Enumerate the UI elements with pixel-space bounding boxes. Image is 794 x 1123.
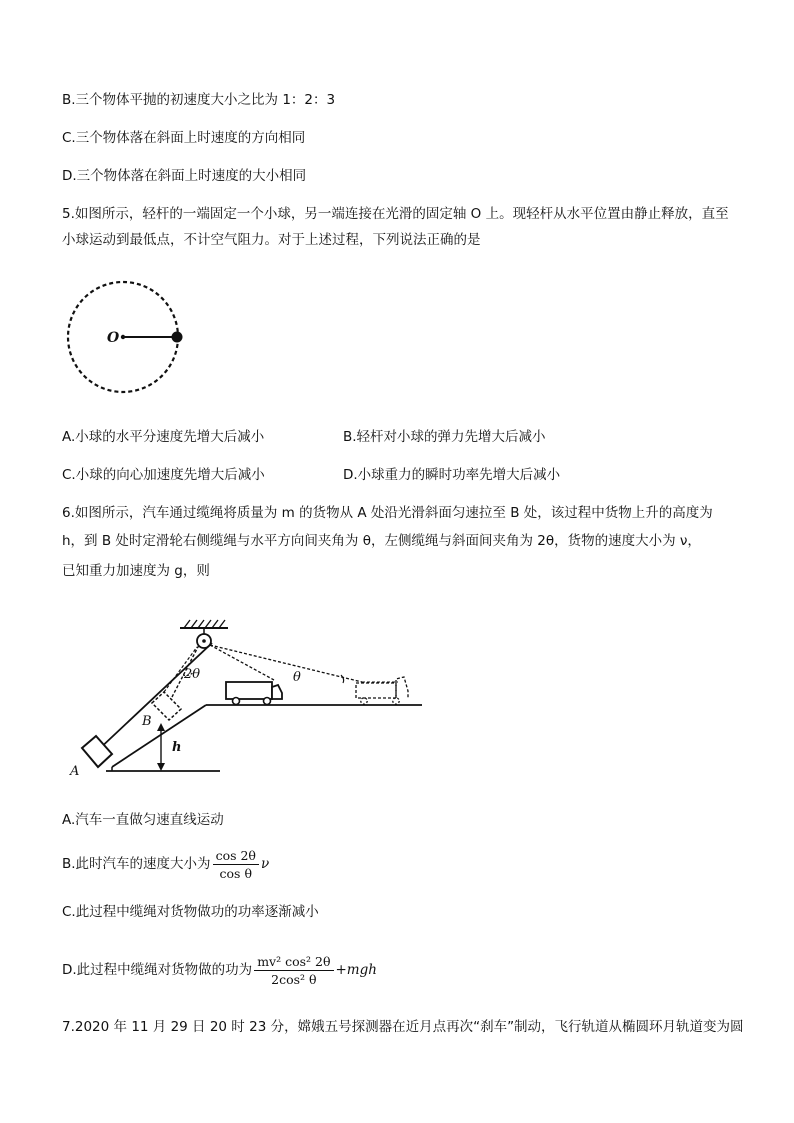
q6-option-a: A.汽车一直做匀速直线运动 — [62, 812, 224, 828]
fraction-denominator: 2cos² θ — [271, 971, 317, 987]
q6-option-d-suffix: +mgh — [335, 962, 377, 978]
q5-option-c: C.小球的向心加速度先增大后减小 — [62, 467, 265, 483]
q5-option-d: D.小球重力的瞬时功率先增大后减小 — [343, 467, 561, 483]
fraction-numerator: cos 2θ — [213, 847, 259, 865]
truck-dashed — [356, 677, 408, 698]
option-b: B.三个物体平抛的初速度大小之比为 1：2：3 — [62, 92, 336, 108]
label-2theta: 2θ — [184, 667, 201, 682]
q6-option-c: C.此过程中缆绳对货物做功的功率逐渐减小 — [62, 904, 319, 920]
q6-option-d — [62, 950, 377, 990]
q6-option-b-prefix: B.此时汽车的速度大小为 — [62, 856, 211, 872]
q6-stem-line2: h，到 B 处时定滑轮右侧缆绳与水平方向间夹角为 θ，左侧缆绳与斜面间夹角为 2θ，货物的速度大小为 ν， — [62, 533, 701, 549]
q7-stem: 7.2020 年 11 月 29 日 20 时 23 分，嫦娥五号探测器在近月点再次“刹车”制动，飞行轨道从椭圆环月轨道变为圆 — [62, 1019, 744, 1035]
incline-upper — [96, 643, 212, 752]
q6-stem-line3: 已知重力加速度为 g，则 — [62, 563, 210, 579]
incline-lower — [112, 705, 206, 767]
q6-figure — [60, 615, 430, 785]
q6-option-b-fraction — [213, 847, 259, 882]
q5-figure — [60, 275, 200, 405]
q6-option-d-prefix: D.此过程中缆绳对货物做的功为 — [62, 962, 253, 978]
ball — [172, 332, 183, 343]
q5-option-b: B.轻杆对小球的弹力先增大后减小 — [343, 429, 546, 445]
option-d: D.三个物体落在斜面上时速度的大小相同 — [62, 168, 307, 184]
option-c: C.三个物体落在斜面上时速度的方向相同 — [62, 130, 306, 146]
q6-stem-line1: 6.如图所示，汽车通过缆绳将质量为 m 的货物从 A 处沿光滑斜面匀速拉至 B 处，该过程中货物上升的高度为 — [62, 505, 713, 521]
pivot-point — [121, 335, 125, 339]
fraction-numerator: mv² cos² 2θ — [254, 953, 333, 971]
truck — [226, 682, 282, 699]
q6-option-d-fraction — [254, 953, 333, 988]
label-b: B — [142, 714, 152, 729]
label-theta: θ — [293, 670, 301, 685]
pivot-label: O — [107, 330, 120, 346]
label-h: h — [172, 740, 182, 755]
q6-option-b — [62, 845, 269, 883]
label-a: A — [70, 764, 80, 779]
q6-option-b-suffix: ν — [260, 856, 270, 872]
q5-stem: 5.如图所示，轻杆的一端固定一个小球，另一端连接在光滑的固定轴 O 上。现轻杆从水平位置由静止释放，直至小球运动到最低点，不计空气阻力。对于上述过程，下列说法正确的是 — [62, 206, 729, 248]
q5-option-a: A.小球的水平分速度先增大后减小 — [62, 429, 265, 445]
fraction-denominator: cos θ — [219, 865, 252, 881]
